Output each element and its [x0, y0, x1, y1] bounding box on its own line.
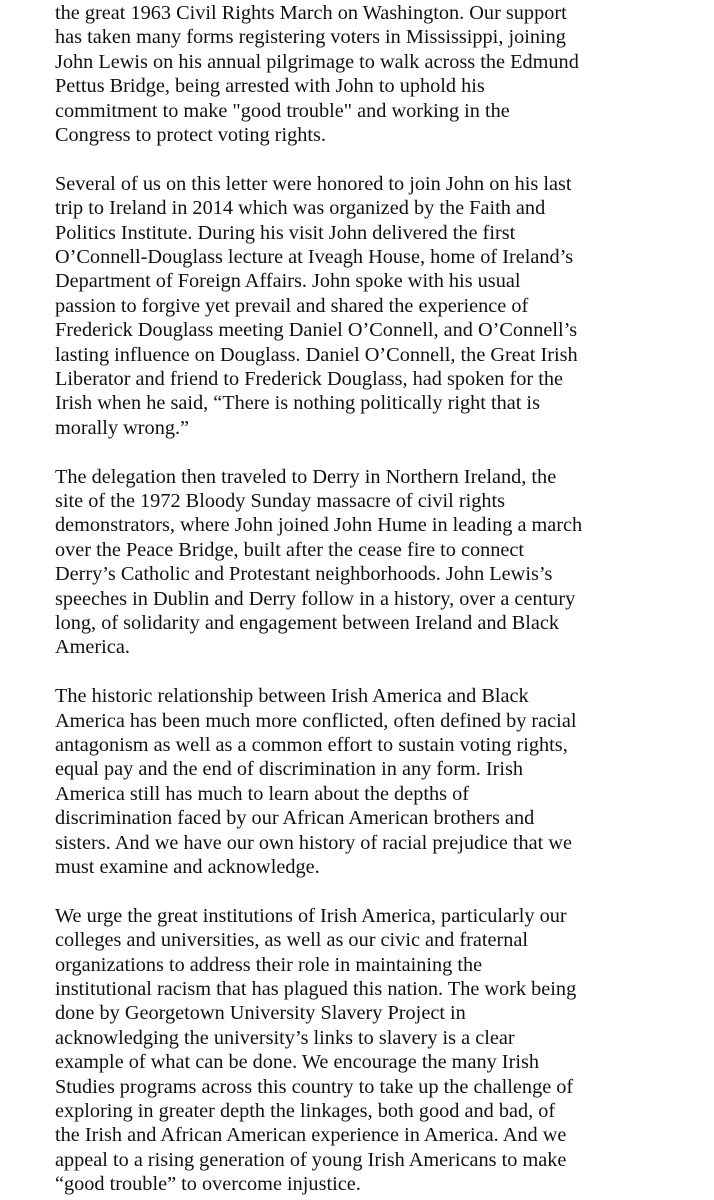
text-line: passion to forgive yet prevail and shared the experience of — [55, 294, 529, 317]
text-line: equal pay and the end of discrimination in any form. Irish — [55, 758, 524, 781]
text-line: The delegation then traveled to Derry in Northern Ireland, the — [55, 465, 557, 488]
text-line: antagonism as well as a common effort to sustain voting rights, — [55, 734, 568, 757]
text-line: America. — [55, 636, 130, 659]
text-line: appeal to a rising generation of young Irish Americans to make — [55, 1148, 567, 1171]
text-line: discrimination faced by our African American brothers and — [55, 807, 535, 830]
text-line: lasting influence on Douglass. Daniel O’Connell, the Great Irish — [55, 343, 578, 366]
text-line: Congress to protect voting rights. — [55, 123, 326, 146]
text-line: Studies programs across this country to take up the challenge of — [55, 1075, 574, 1098]
text-line: Frederick Douglass meeting Daniel O’Connell, and O’Connell’s — [55, 319, 578, 342]
text-line: acknowledging the university’s links to slavery is a clear — [55, 1026, 515, 1049]
text-line: America still has much to learn about the depths of — [55, 782, 469, 805]
text-line: commitment to make "good trouble" and working in the — [55, 99, 510, 122]
text-line: Irish when he said, “There is nothing politically right that is — [55, 392, 540, 415]
text-line: John Lewis on his annual pilgrimage to walk across the Edmund — [55, 50, 579, 73]
text-line: colleges and universities, as well as our civic and fraternal — [55, 929, 529, 952]
paragraph-historic-relationship — [55, 684, 705, 879]
text-line: Derry’s Catholic and Protestant neighborhoods. John Lewis’s — [55, 563, 553, 586]
text-line: exploring in greater depth the linkages, both good and bad, of — [55, 1100, 556, 1123]
text-line: has taken many forms registering voters in Mississippi, joining — [55, 26, 566, 49]
text-line: demonstrators, where John joined John Hume in leading a march — [55, 514, 583, 537]
text-line: Politics Institute. During his visit John delivered the first — [55, 221, 516, 244]
text-line: sisters. And we have our own history of racial prejudice that we — [55, 831, 573, 854]
text-line: morally wrong.” — [55, 416, 190, 439]
paragraph-civil-rights-support — [55, 1, 705, 147]
text-line: long, of solidarity and engagement between Ireland and Black — [55, 611, 560, 634]
text-line: Liberator and friend to Frederick Douglass, had spoken for the — [55, 367, 564, 390]
text-line: speeches in Dublin and Derry follow in a history, over a century — [55, 587, 576, 610]
text-line: done by Georgetown University Slavery Project in — [55, 1002, 466, 1025]
paragraph-call-to-action — [55, 904, 705, 1197]
text-line: America has been much more conflicted, often defined by racial — [55, 709, 577, 732]
text-line: must examine and acknowledge. — [55, 856, 320, 878]
text-line: Department of Foreign Affairs. John spoke with his usual — [55, 270, 521, 293]
text-line: “good trouble” to overcome injustice. — [55, 1173, 361, 1196]
text-line: over the Peace Bridge, built after the cease fire to connect — [55, 538, 525, 561]
text-line: Pettus Bridge, being arrested with John to uphold his — [55, 75, 485, 98]
paragraph-ireland-trip — [55, 172, 705, 440]
text-line: institutional racism that has plagued this nation. The work being — [55, 978, 577, 1001]
paragraph-derry-delegation — [55, 465, 705, 660]
text-line: the Irish and African American experience in America. And we — [55, 1124, 567, 1147]
text-line: Several of us on this letter were honored to join John on his last — [55, 172, 572, 195]
text-line: organizations to address their role in maintaining the — [55, 953, 483, 976]
text-line: O’Connell-Douglass lecture at Iveagh House, home of Ireland’s — [55, 246, 574, 269]
text-line: the great 1963 Civil Rights March on Washington. Our support — [55, 2, 567, 24]
letter-page — [55, 0, 705, 1197]
text-line: trip to Ireland in 2014 which was organized by the Faith and — [55, 197, 546, 220]
text-line: site of the 1972 Bloody Sunday massacre of civil rights — [55, 490, 506, 513]
text-line: example of what can be done. We encourage the many Irish — [55, 1051, 539, 1074]
text-line: The historic relationship between Irish America and Black — [55, 685, 529, 708]
text-line: We urge the great institutions of Irish America, particularly our — [55, 904, 567, 927]
